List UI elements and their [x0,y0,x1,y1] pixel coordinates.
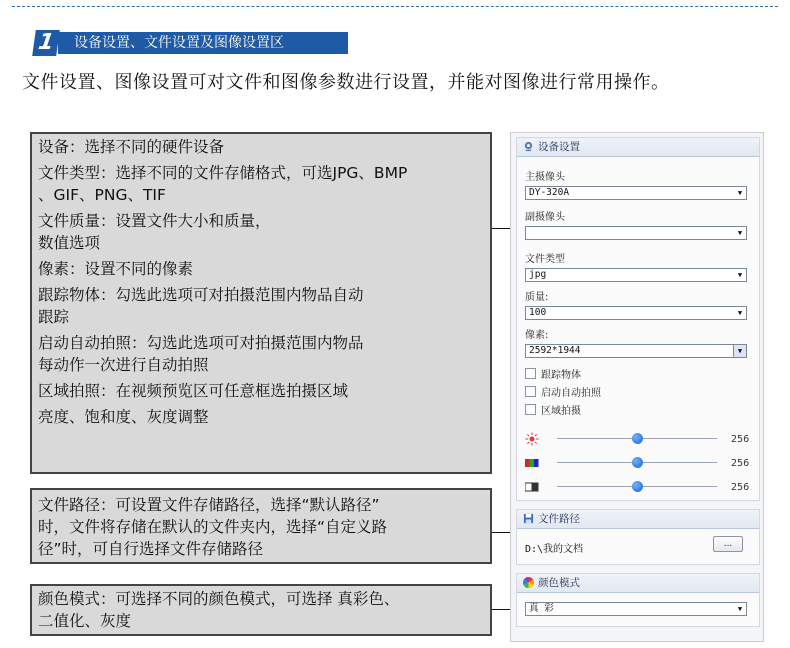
webcam-icon [523,141,534,152]
grayscale-value: 256 [731,482,750,493]
checkbox-label: 启动自动拍照 [541,388,601,399]
callout-file-path: 文件路径：可设置文件存储路径，选择“默认路径” 时，文件将存储在默认的文件夹内，选择“自定义路 径”时，可自行选择文件存储路径 [30,488,492,564]
sub-camera-label: 副摄像头 [525,212,565,223]
color-mode-header[interactable] [517,574,759,593]
top-dashed-divider [12,6,778,7]
saturation-value: 256 [731,458,750,469]
brightness-icon [525,432,539,446]
color-mode-group [516,573,760,627]
checkbox-track-object[interactable] [525,366,581,381]
pixel-select[interactable] [525,344,747,358]
file-type-label: 文件类型 [525,254,565,265]
grayscale-slider[interactable] [525,480,755,494]
brightness-slider[interactable] [525,432,755,446]
callout-pixel: 像素：设置不同的像素 [38,260,194,278]
color-mode-select[interactable] [525,602,747,616]
callout-file-quality: 文件质量：设置文件大小和质量， 数值选项 [38,212,271,252]
grayscale-icon [525,480,539,494]
callout-auto-capture: 启动自动拍照：勾选此选项可对拍摄范围内物品 每动作一次进行自动拍照 [38,334,364,374]
file-path-header[interactable] [517,510,759,529]
callout-file-type: 文件类型：选择不同的文件存储格式，可选JPG、BMP 、GIF、PNG、TIF [38,164,408,204]
callout-image-adjust: 亮度、饱和度、灰度调整 [38,408,209,426]
checkbox-auto-capture[interactable] [525,384,601,399]
chevron-down-icon: ▼ [733,345,746,357]
chevron-down-icon: ▼ [737,229,743,237]
checkbox-box[interactable] [525,368,536,379]
saturation-icon [525,456,539,470]
file-path-group [516,509,760,565]
save-icon [523,513,534,524]
checkbox-box[interactable] [525,404,536,415]
checkbox-region-capture[interactable] [525,402,581,417]
callout-device: 设备：选择不同的硬件设备 [38,138,225,156]
quality-value: 100 [529,307,547,318]
callout-track-object: 跟踪物体：勾选此选项可对拍摄范围内物品自动 跟踪 [38,286,364,326]
quality-select[interactable] [525,306,747,320]
section-title: 设备设置、文件设置及图像设置区 [74,35,284,51]
slider-knob[interactable] [632,457,643,468]
slider-knob[interactable] [632,481,643,492]
file-type-value: jpg [529,269,547,280]
saturation-slider[interactable] [525,456,755,470]
sub-camera-select[interactable] [525,226,747,240]
file-path-title: 文件路径 [538,513,580,525]
callout-device-settings [30,132,492,474]
file-type-select[interactable] [525,268,747,282]
settings-panel [510,132,764,642]
device-settings-title: 设备设置 [538,141,580,153]
browse-button[interactable]: ... [713,536,743,552]
color-wheel-icon [523,577,534,588]
pixel-value: 2592*1944 [529,345,581,356]
chevron-down-icon: ▼ [737,189,743,197]
device-settings-group [516,137,760,501]
pixel-label: 像素: [525,330,549,341]
brightness-value: 256 [731,434,750,445]
file-path-value: D:\我的文档 [525,544,584,555]
callout-region-capture: 区域拍照：在视频预览区可任意框选拍摄区域 [38,382,349,400]
slider-knob[interactable] [632,433,643,444]
color-mode-title: 颜色模式 [538,577,580,589]
main-camera-label: 主摄像头 [525,172,565,183]
main-camera-select[interactable] [525,186,747,200]
chevron-down-icon: ▼ [737,271,743,279]
device-settings-header[interactable] [517,138,759,157]
intro-text: 文件设置、图像设置可对文件和图像参数进行设置，并能对图像进行常用操作。 [22,72,670,93]
quality-label: 质量: [525,292,549,303]
chevron-down-icon: ▼ [737,605,743,613]
checkbox-label: 区域拍摄 [541,406,581,417]
chevron-down-icon: ▼ [737,309,743,317]
color-mode-value: 真 彩 [529,603,554,614]
section-number-badge: 1 [32,30,60,56]
callout-color-mode: 颜色模式：可选择不同的颜色模式，可选择 真彩色、 二值化、灰度 [30,584,492,636]
main-camera-value: DY-320A [529,187,570,198]
checkbox-label: 跟踪物体 [541,370,581,381]
checkbox-box[interactable] [525,386,536,397]
